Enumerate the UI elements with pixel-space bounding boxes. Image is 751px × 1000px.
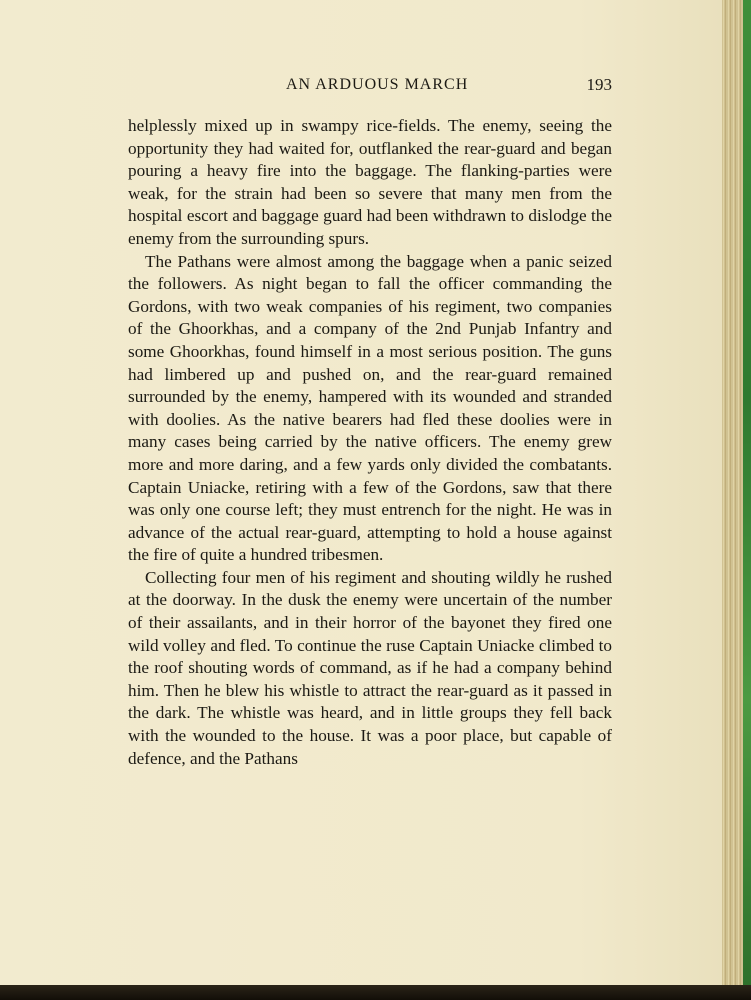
paragraph: Collecting four men of his regiment and shouting wildly he rushed at the doorway. In the dusk the enemy were uncertain of the number of their assailants, and in their horror of the bayonet they fired one wild volley and fled. To continue the ruse Captain Uniacke climbed to the roof shouting words of command, as if he had a company behind him. Then he blew his whistle to attract the rear-guard as it passed in the dark. The whistle was heard, and in little groups they fell back with the wounded to the house. It was a poor place, but capable of defence, and the Pathans <box>128 567 612 768</box>
scan-shadow <box>0 985 751 1000</box>
page-number: 193 <box>586 75 612 94</box>
running-head: AN ARDUOUS MARCH <box>286 76 469 93</box>
body-text <box>128 115 612 770</box>
page-edge <box>722 0 751 1000</box>
page-header <box>128 76 612 98</box>
paragraph: The Pathans were almost among the baggage when a panic seized the followers. As night began to fall the officer commanding the Gordons, with two weak companies of his regiment, two companies of the Ghoorkhas, and a company of the 2nd Punjab Infantry and some Ghoorkhas, found himself in a most serious position. The guns had limbered up and pushed on, and the rear-guard remained surrounded by the enemy, hampered with its wounded and stranded with doolies. As the native bearers had fled these doolies were in many cases being carried by the native officers. The enemy grew more and more daring, and a few yards only divided the combatants. Captain Uniacke, retiring with a few of the Gordons, saw that there was only one course left; they must entrench for the night. He was in advance of the actual rear-guard, attempting to hold a house against the fire of quite a hundred tribesmen. <box>128 251 612 565</box>
paragraph: helplessly mixed up in swampy rice-fields. The enemy, seeing the opportunity they had waited for, outflanked the rear-guard and began pouring a heavy fire into the baggage. The flanking-parties were weak, for the strain had been so severe that many men from the hospital escort and baggage guard had been withdrawn to dislodge the enemy from the surrounding spurs. <box>128 116 612 248</box>
